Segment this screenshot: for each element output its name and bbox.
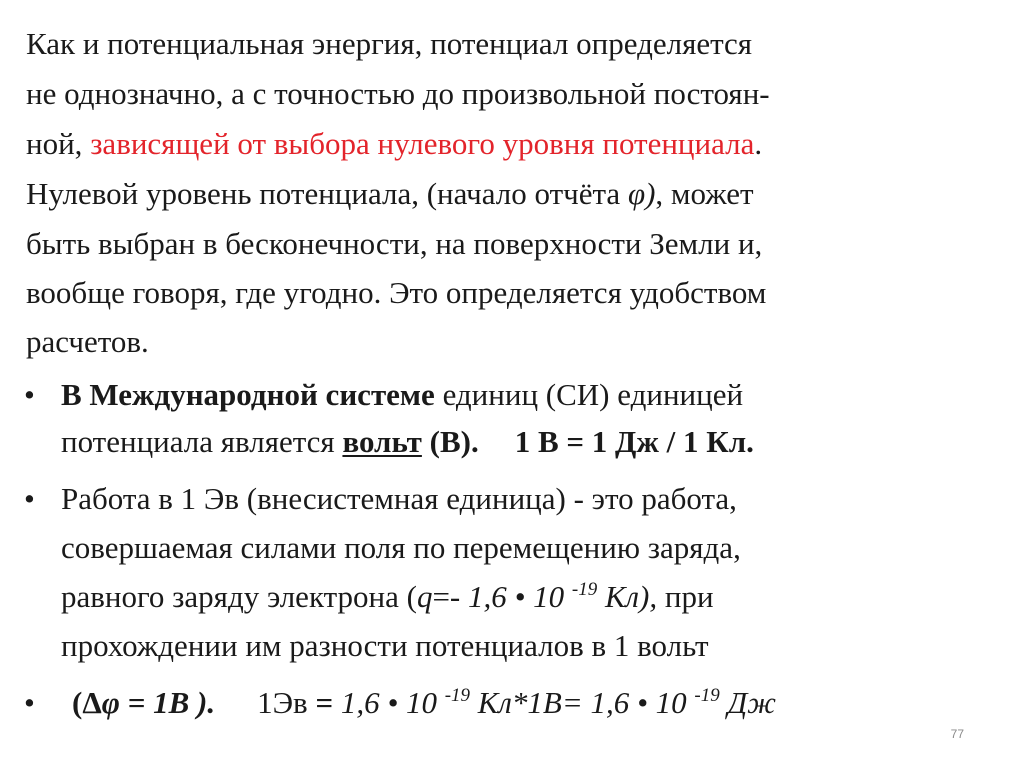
value: 1,6 • 10 — [340, 685, 445, 720]
charge-symbol: q — [416, 579, 433, 614]
volt-formula: 1 В = 1 Дж / 1 Кл. — [514, 424, 754, 459]
unit: Дж — [719, 685, 777, 720]
text: . — [754, 126, 763, 161]
bullet-1-line-2 — [61, 424, 754, 460]
text: Работа в 1 Эв (внесистемная единица) - это работа, — [61, 481, 737, 516]
charge-value: 1,6 • 10 — [460, 579, 572, 614]
text: равного заряду электрона ( — [61, 579, 417, 614]
text: единиц (СИ) единицей — [434, 377, 744, 412]
paragraph-line-6 — [26, 275, 766, 311]
exponent: -19 — [444, 685, 471, 706]
bullet-2-line-2 — [61, 530, 741, 566]
text: =- — [432, 579, 461, 614]
bold-text: В Международной системе — [61, 377, 435, 412]
value: = 1,6 • 10 — [561, 685, 695, 720]
bullet-marker: • — [24, 685, 35, 720]
exponent: -19 — [694, 685, 720, 706]
text: потенциала является — [61, 424, 343, 459]
paragraph-line-7 — [26, 324, 149, 360]
highlighted-text: зависящей от выбора нулевого уровня потенциала — [90, 126, 755, 161]
text: совершаемая силами поля по перемещению заряда, — [61, 530, 741, 565]
text: ной, — [26, 126, 83, 161]
text: = — [315, 685, 341, 720]
paragraph-line-4 — [26, 176, 754, 212]
text: (Δ — [72, 685, 102, 720]
bold-text: (В). — [421, 424, 479, 459]
bullet-3-line-1 — [72, 685, 776, 721]
bullet-2-line-1 — [61, 481, 737, 517]
text: не однозначно, а с точностью до произвольной постоян- — [26, 76, 770, 111]
text: при — [657, 579, 714, 614]
charge-unit: Кл), — [597, 579, 658, 614]
page-number: 77 — [950, 727, 964, 741]
text: расчетов. — [26, 324, 149, 359]
bullet-2-line-4 — [61, 628, 709, 664]
unit: Кл*1В — [470, 685, 562, 720]
bullet-marker: • — [24, 481, 35, 516]
text: быть выбран в бесконечности, на поверхности Земли и, — [26, 226, 763, 261]
bullet-marker: • — [24, 377, 35, 412]
paragraph-line-3 — [26, 126, 762, 162]
phi-symbol: φ) — [627, 176, 656, 211]
potential-difference: = 1В ). — [119, 685, 216, 720]
ev-label: 1Эв — [257, 685, 316, 720]
phi-symbol: φ — [101, 685, 120, 720]
text: вообще говоря, где угодно. Это определяется удобством — [26, 275, 767, 310]
bullet-2-line-3 — [61, 579, 714, 615]
text: , может — [655, 176, 754, 211]
bullet-1-line-1 — [61, 377, 743, 413]
text: прохождении им разности потенциалов в 1 вольт — [61, 628, 709, 663]
volt-term: вольт — [342, 424, 422, 459]
paragraph-line-2 — [26, 76, 770, 112]
text: Нулевой уровень потенциала, (начало отчёта — [26, 176, 628, 211]
exponent: -19 — [571, 579, 598, 600]
paragraph-line-1 — [26, 26, 752, 62]
paragraph-line-5 — [26, 226, 762, 262]
text: Как и потенциальная энергия, потенциал определяется — [26, 26, 753, 61]
